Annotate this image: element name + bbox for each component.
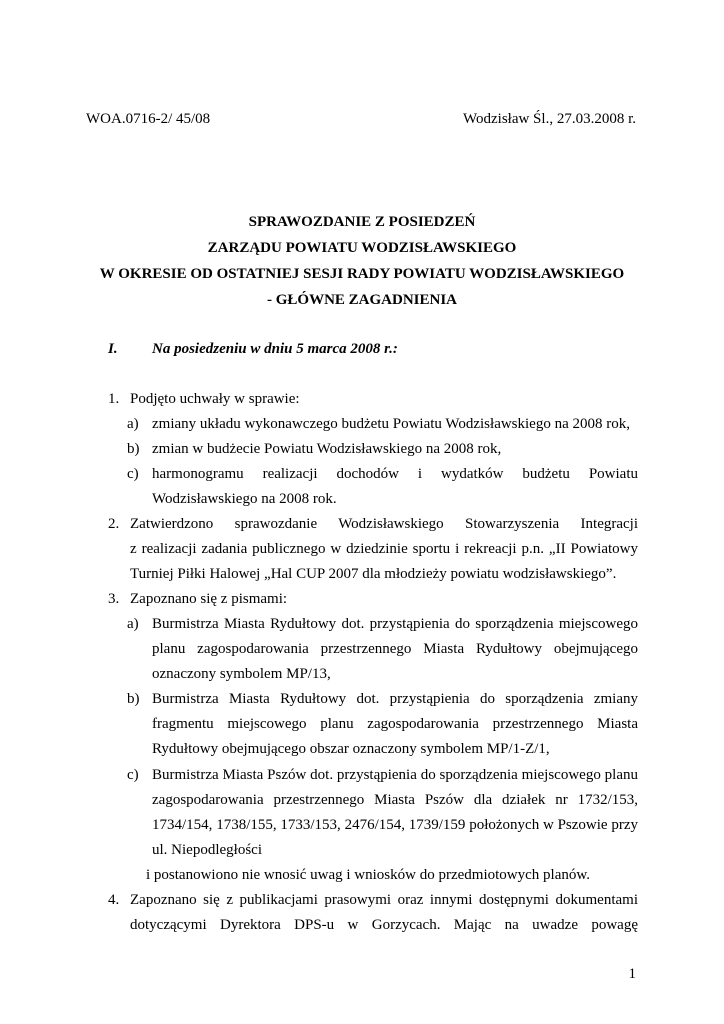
place-and-date: Wodzisław Śl., 27.03.2008 r. bbox=[463, 111, 636, 127]
item-conclusion: i postanowiono nie wnosić uwag i wniosków do przedmiotowych planów. bbox=[146, 867, 590, 883]
subitem-text: fragmentu miejscowego planu zagospodarowania przestrzennego Miasta bbox=[152, 716, 638, 732]
item-text: Podjęto uchwały w sprawie: bbox=[130, 391, 300, 407]
item-text: z realizacji zadania publicznego w dziedzinie sportu i rekreacji p.n. „II Powiatowy bbox=[130, 541, 638, 557]
subitem-label: c) bbox=[127, 767, 139, 783]
subitem-text: 1734/154, 1738/155, 1733/153, 2476/154, 1739/159 położonych w Pszowie przy bbox=[152, 817, 638, 833]
item-text: dotyczącymi Dyrektora DPS-u w Gorzycach. Mając na uwadze powagę bbox=[130, 917, 638, 933]
subitem-text: Rydułtowy obejmującego obszar oznaczony symbolem MP/1-Z/1, bbox=[152, 741, 550, 757]
subitem-text: zmiany układu wykonawczego budżetu Powiatu Wodzisławskiego na 2008 rok, bbox=[152, 416, 630, 432]
document-reference-number: WOA.0716-2/ 45/08 bbox=[86, 111, 211, 127]
page-number: 1 bbox=[628, 966, 636, 982]
section-number: I. bbox=[108, 341, 118, 357]
item-number: 4. bbox=[108, 892, 120, 908]
subitem-text: Burmistrza Miasta Rydułtowy dot. przystąpienia do sporządzenia zmiany bbox=[152, 691, 638, 707]
subitem-text: zmian w budżecie Powiatu Wodzisławskiego na 2008 rok, bbox=[152, 441, 502, 457]
section-heading: Na posiedzeniu w dniu 5 marca 2008 r.: bbox=[152, 341, 398, 357]
title-line: SPRAWOZDANIE Z POSIEDZEŃ bbox=[248, 214, 476, 230]
subitem-text: Burmistrza Miasta Pszów dot. przystąpienia do sporządzenia miejscowego planu bbox=[152, 767, 638, 783]
item-text: Turniej Piłki Halowej „Hal CUP 2007 dla młodzieży powiatu wodzisławskiego”. bbox=[130, 566, 617, 582]
subitem-text: ul. Niepodległości bbox=[152, 842, 262, 858]
subitem-text: harmonogramu realizacji dochodów i wydatków budżetu Powiatu bbox=[152, 466, 638, 482]
item-text: Zapoznano się z publikacjami prasowymi oraz innymi dostępnymi dokumentami bbox=[130, 892, 638, 908]
subitem-label: b) bbox=[127, 691, 140, 707]
subitem-label: b) bbox=[127, 441, 140, 457]
item-number: 1. bbox=[108, 391, 120, 407]
title-line: W OKRESIE OD OSTATNIEJ SESJI RADY POWIATU WODZISŁAWSKIEGO bbox=[99, 266, 625, 282]
document-title bbox=[86, 209, 638, 313]
subitem-label: a) bbox=[127, 416, 139, 432]
subitem-text: oznaczony symbolem MP/13, bbox=[152, 666, 331, 682]
subitem-text: zagospodarowania przestrzennego Miasta Pszów dla działek nr 1732/153, bbox=[152, 792, 638, 808]
item-text: Zapoznano się z pismami: bbox=[130, 591, 288, 607]
item-number: 3. bbox=[108, 591, 120, 607]
item-number: 2. bbox=[108, 516, 120, 532]
subitem-text: Wodzisławskiego na 2008 rok. bbox=[152, 491, 337, 507]
subitem-label: c) bbox=[127, 466, 139, 482]
subitem-text: Burmistrza Miasta Rydułtowy dot. przystąpienia do sporządzenia miejscowego bbox=[152, 616, 638, 632]
title-line: ZARZĄDU POWIATU WODZISŁAWSKIEGO bbox=[207, 240, 517, 256]
subitem-label: a) bbox=[127, 616, 139, 632]
item-text: Zatwierdzono sprawozdanie Wodzisławskiego Stowarzyszenia Integracji bbox=[130, 516, 638, 532]
subitem-text: planu zagospodarowania przestrzennego Miasta Rydułtowy obejmującego bbox=[152, 641, 638, 657]
title-line: - GŁÓWNE ZAGADNIENIA bbox=[266, 292, 458, 308]
